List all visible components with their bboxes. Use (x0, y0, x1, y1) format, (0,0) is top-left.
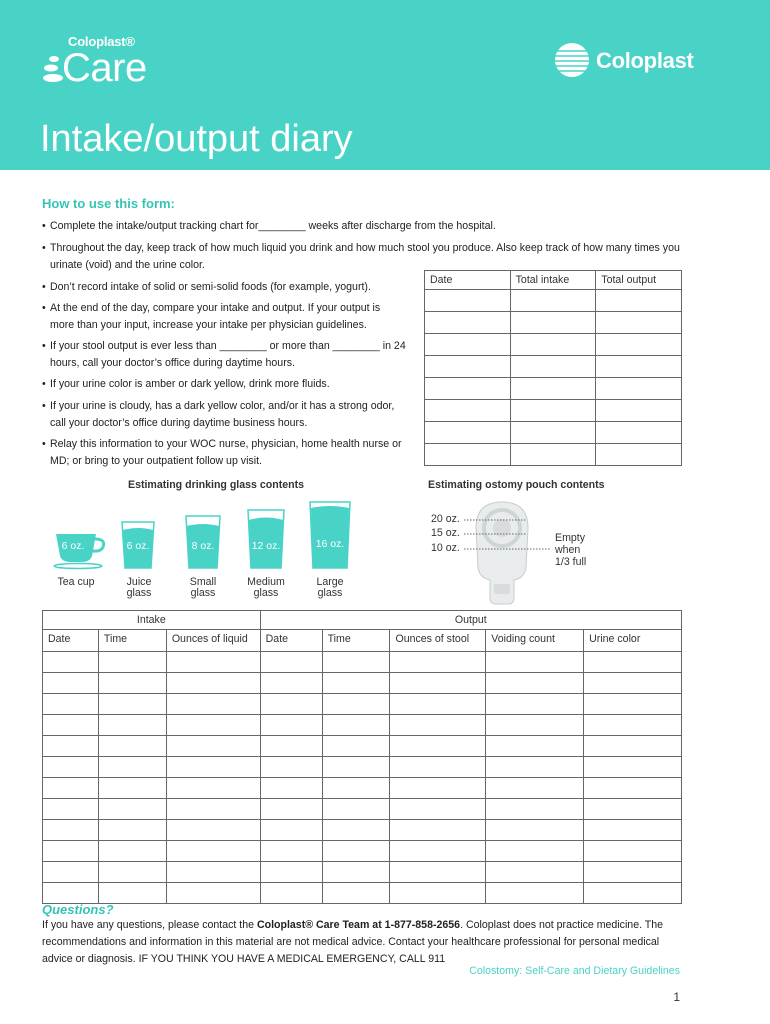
table-cell[interactable] (510, 312, 596, 334)
table-group-row (43, 611, 682, 630)
table-row (425, 444, 682, 466)
table-cell[interactable] (166, 694, 260, 715)
table-row (425, 356, 682, 378)
table-cell[interactable] (322, 652, 390, 673)
table-row (43, 841, 682, 862)
table-row (425, 334, 682, 356)
large-glass-label: Large glass (316, 576, 344, 599)
table-cell[interactable] (510, 356, 596, 378)
pouch-section-title: Estimating ostomy pouch contents (428, 479, 605, 491)
column-header: Ounces of stool (390, 630, 486, 652)
table-cell[interactable] (584, 694, 682, 715)
pouch-level-lines (462, 518, 552, 554)
table-cell[interactable] (596, 312, 682, 334)
table-cell[interactable] (390, 799, 486, 820)
table-cell[interactable] (260, 694, 322, 715)
table-cell[interactable] (98, 841, 166, 862)
pouch-empty-note: Empty when 1/3 full (555, 532, 587, 568)
column-header: Voiding count (486, 630, 584, 652)
table-cell[interactable] (43, 715, 99, 736)
column-header: Date (425, 271, 511, 290)
table-cell[interactable] (584, 778, 682, 799)
table-cell[interactable] (322, 778, 390, 799)
pouch-level-15: 15 oz. (431, 527, 460, 539)
small-glass-oz: 8 oz. (191, 540, 215, 552)
output-group-header: Output (260, 611, 681, 630)
coloplast-care-logo (42, 30, 182, 90)
table-cell[interactable] (260, 652, 322, 673)
table-cell[interactable] (390, 694, 486, 715)
table-cell[interactable] (98, 736, 166, 757)
table-row (43, 862, 682, 883)
table-cell[interactable] (390, 673, 486, 694)
bullet-dot: • (42, 378, 46, 390)
table-cell[interactable] (98, 799, 166, 820)
table-cell[interactable] (584, 883, 682, 904)
bullet-dot: • (42, 220, 46, 232)
bullet-dot: • (42, 281, 46, 293)
table-cell[interactable] (425, 290, 511, 312)
care-team-phone: Coloplast® Care Team at 1-877-858-2656 (256, 919, 461, 931)
table-cell[interactable] (322, 736, 390, 757)
table-cell[interactable] (322, 715, 390, 736)
column-header: Time (98, 630, 166, 652)
large-glass-oz: 16 oz. (315, 538, 345, 550)
table-cell[interactable] (510, 422, 596, 444)
table-cell[interactable] (98, 778, 166, 799)
table-cell[interactable] (98, 652, 166, 673)
table-cell[interactable] (260, 673, 322, 694)
table-cell[interactable] (98, 694, 166, 715)
table-cell[interactable] (425, 334, 511, 356)
care-mark-icon (42, 54, 64, 84)
bullet-dot: • (42, 400, 46, 412)
table-cell[interactable] (425, 444, 511, 466)
table-cell[interactable] (510, 334, 596, 356)
questions-text: If you have any questions, please contact the Coloplast® Care Team at 1-877-858-2656. Coloplast does not practice medicine. The recommendations and information in this material are not medical advice. Contact your healthcare professional for personal medical advice or diagnosis. IF YOU THINK YOU HAVE A MEDICAL EMERGENCY, CALL 911 (42, 919, 664, 965)
table-row (43, 715, 682, 736)
table-cell[interactable] (596, 422, 682, 444)
table-cell[interactable] (596, 356, 682, 378)
table-row (43, 694, 682, 715)
table-cell[interactable] (260, 883, 322, 904)
table-cell[interactable] (322, 883, 390, 904)
table-cell[interactable] (390, 715, 486, 736)
table-cell[interactable] (425, 422, 511, 444)
bullet-dot: • (42, 302, 46, 314)
table-cell[interactable] (584, 757, 682, 778)
table-cell[interactable] (486, 820, 584, 841)
medium-glass-icon (246, 508, 286, 570)
table-cell[interactable] (596, 400, 682, 422)
table-cell[interactable] (98, 673, 166, 694)
care-brand-text: Coloplast® (68, 34, 135, 49)
instruction-item: • If your urine color is amber or dark yellow, drink more fluids. (42, 376, 330, 393)
table-row (425, 400, 682, 422)
juice-glass-label: Juice glass (126, 576, 152, 599)
table-cell[interactable] (510, 378, 596, 400)
pouch-level-10: 10 oz. (431, 542, 460, 554)
table-cell[interactable] (322, 841, 390, 862)
medium-glass-label: Medium glass (247, 576, 285, 599)
table-cell[interactable] (584, 862, 682, 883)
table-cell[interactable] (166, 883, 260, 904)
table-cell[interactable] (322, 862, 390, 883)
table-cell[interactable] (425, 356, 511, 378)
table-cell[interactable] (322, 757, 390, 778)
table-row (43, 883, 682, 904)
table-cell[interactable] (390, 862, 486, 883)
table-cell[interactable] (596, 378, 682, 400)
table-cell[interactable] (43, 652, 99, 673)
pouch-level-20: 20 oz. (431, 513, 460, 525)
table-cell[interactable] (166, 736, 260, 757)
table-row (43, 673, 682, 694)
medium-glass-oz: 12 oz. (251, 540, 281, 552)
table-cell[interactable] (596, 334, 682, 356)
table-cell[interactable] (322, 799, 390, 820)
column-header: Ounces of liquid (166, 630, 260, 652)
table-cell[interactable] (166, 820, 260, 841)
table-cell[interactable] (486, 736, 584, 757)
table-cell[interactable] (390, 652, 486, 673)
coloplast-circle-icon (554, 42, 590, 78)
table-cell[interactable] (98, 883, 166, 904)
table-row (43, 757, 682, 778)
table-cell[interactable] (596, 290, 682, 312)
instruction-item: • If your urine is cloudy, has a dark yellow color, and/or it has a strong odor, call your doctor’s office during daytime business hours. (42, 400, 395, 429)
footer-note: Colostomy: Self-Care and Dietary Guidelines (469, 965, 680, 977)
table-cell[interactable] (584, 820, 682, 841)
table-cell[interactable] (43, 883, 99, 904)
table-cell[interactable] (166, 673, 260, 694)
table-cell[interactable] (43, 841, 99, 862)
table-cell[interactable] (596, 444, 682, 466)
table-cell[interactable] (322, 694, 390, 715)
bullet-dot: • (42, 242, 46, 254)
table-cell[interactable] (390, 757, 486, 778)
instruction-item: • Relay this information to your WOC nurse, physician, home health nurse or MD; or bring to your outpatient follow up visit. (42, 438, 402, 467)
table-cell[interactable] (260, 820, 322, 841)
table-cell[interactable] (166, 715, 260, 736)
care-word: Care (62, 46, 147, 90)
table-cell[interactable] (486, 862, 584, 883)
table-cell[interactable] (584, 673, 682, 694)
bullet-dot: • (42, 340, 46, 352)
questions-heading: Questions? (42, 902, 114, 917)
table-cell[interactable] (43, 862, 99, 883)
table-cell[interactable] (43, 820, 99, 841)
table-cell[interactable] (260, 715, 322, 736)
column-header: Total output (596, 271, 682, 290)
table-row (43, 799, 682, 820)
table-cell[interactable] (486, 841, 584, 862)
table-cell[interactable] (166, 799, 260, 820)
instruction-item: • Complete the intake/output tracking chart for________ weeks after discharge from the hospital. (42, 218, 496, 235)
column-header: Date (43, 630, 99, 652)
table-cell[interactable] (486, 715, 584, 736)
table-cell[interactable] (260, 841, 322, 862)
table-cell[interactable] (486, 652, 584, 673)
table-cell[interactable] (260, 736, 322, 757)
table-row (43, 820, 682, 841)
table-cell[interactable] (390, 883, 486, 904)
table-cell[interactable] (43, 694, 99, 715)
page-header (0, 0, 770, 170)
table-cell[interactable] (510, 400, 596, 422)
table-cell[interactable] (486, 883, 584, 904)
table-cell[interactable] (390, 778, 486, 799)
coloplast-logo (554, 42, 714, 80)
table-header-row (425, 271, 682, 290)
glass-section-title: Estimating drinking glass contents (128, 479, 305, 491)
table-cell[interactable] (486, 799, 584, 820)
table-cell[interactable] (166, 841, 260, 862)
table-cell[interactable] (486, 673, 584, 694)
table-row (43, 736, 682, 757)
table-row (425, 290, 682, 312)
table-cell[interactable] (425, 312, 511, 334)
instruction-item: • If your stool output is ever less than ________ or more than ________ in 24 hours, call your doctor’s office during daytime hours. (42, 340, 406, 369)
table-cell[interactable] (486, 694, 584, 715)
table-cell[interactable] (43, 757, 99, 778)
daily-totals-table (424, 270, 682, 466)
table-cell[interactable] (486, 778, 584, 799)
table-row (425, 312, 682, 334)
table-cell[interactable] (43, 673, 99, 694)
table-cell[interactable] (322, 673, 390, 694)
table-header-row (43, 630, 682, 652)
table-cell[interactable] (425, 400, 511, 422)
intake-output-log-table (42, 610, 682, 904)
table-cell[interactable] (166, 778, 260, 799)
table-cell[interactable] (510, 444, 596, 466)
table-cell[interactable] (43, 736, 99, 757)
table-row (425, 378, 682, 400)
column-header: Date (260, 630, 322, 652)
instruction-item: • Throughout the day, keep track of how much liquid you drink and how much stool you produce. Also keep track of how many times you urinate (void) and the urine color. (42, 242, 680, 271)
table-cell[interactable] (584, 736, 682, 757)
column-header: Urine color (584, 630, 682, 652)
table-cell[interactable] (322, 820, 390, 841)
table-cell[interactable] (584, 841, 682, 862)
table-cell[interactable] (584, 715, 682, 736)
table-cell[interactable] (390, 841, 486, 862)
table-cell[interactable] (390, 736, 486, 757)
tea-cup-label: Tea cup (57, 576, 95, 588)
table-cell[interactable] (486, 757, 584, 778)
table-cell[interactable] (98, 757, 166, 778)
intake-group-header: Intake (43, 611, 261, 630)
table-cell[interactable] (425, 378, 511, 400)
table-cell[interactable] (390, 820, 486, 841)
table-row (43, 652, 682, 673)
column-header: Time (322, 630, 390, 652)
instruction-item: • At the end of the day, compare your intake and output. If your output is more than your input, increase your intake per physician guidelines. (42, 302, 381, 331)
small-glass-label: Small glass (189, 576, 217, 599)
page-title: Intake/output diary (40, 118, 353, 160)
table-cell[interactable] (98, 715, 166, 736)
table-cell[interactable] (584, 652, 682, 673)
column-header: Total intake (510, 271, 596, 290)
table-row (43, 778, 682, 799)
table-cell[interactable] (43, 778, 99, 799)
table-row (425, 422, 682, 444)
table-cell[interactable] (260, 862, 322, 883)
table-cell[interactable] (43, 799, 99, 820)
juice-glass-oz: 6 oz. (126, 540, 150, 552)
table-cell[interactable] (510, 290, 596, 312)
table-cell[interactable] (260, 757, 322, 778)
instructions-heading: How to use this form: (42, 196, 175, 211)
table-cell[interactable] (260, 778, 322, 799)
table-cell[interactable] (98, 862, 166, 883)
table-cell[interactable] (260, 799, 322, 820)
table-cell[interactable] (166, 652, 260, 673)
table-cell[interactable] (98, 820, 166, 841)
coloplast-word: Coloplast (596, 48, 694, 73)
instruction-item: • Don’t record intake of solid or semi-solid foods (for example, yogurt). (42, 279, 371, 296)
table-cell[interactable] (166, 757, 260, 778)
large-glass-icon (308, 500, 352, 570)
page-number: 1 (673, 990, 680, 1004)
tea-cup-oz: 6 oz. (61, 540, 85, 552)
bullet-dot: • (42, 438, 46, 450)
table-cell[interactable] (166, 862, 260, 883)
table-cell[interactable] (584, 799, 682, 820)
